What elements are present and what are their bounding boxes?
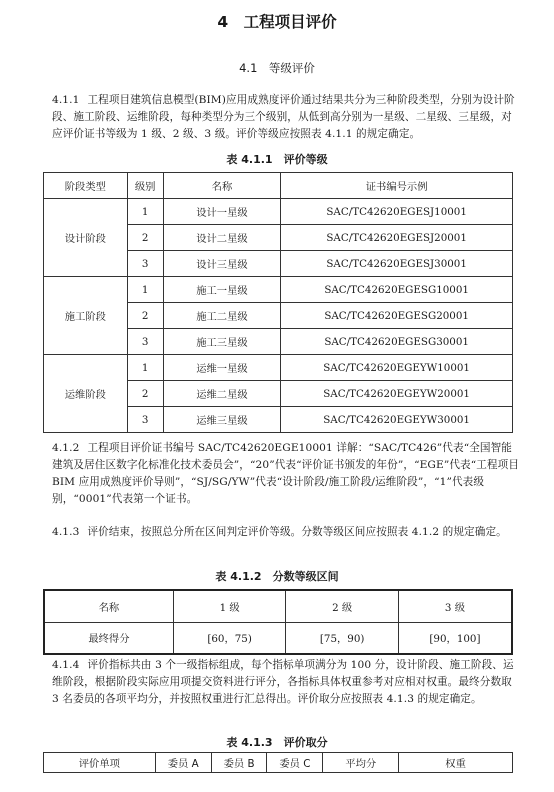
level-cell: 1	[127, 199, 163, 225]
chapter-title: 4 工程项目评价	[217, 13, 337, 31]
header-cell: 评价单项	[44, 753, 156, 773]
table-4-1-3	[43, 752, 513, 773]
header-cell: 名称	[163, 173, 281, 199]
level-cell: 1	[127, 277, 163, 303]
name-cell: 设计二星级	[163, 225, 281, 251]
table-header-row	[44, 753, 513, 773]
header-cell: 平均分	[323, 753, 399, 773]
paragraph-4-1-4	[52, 657, 522, 708]
header-cell: 证书编号示例	[281, 173, 513, 199]
code-cell: SAC/TC42620EGESJ20001	[281, 225, 513, 251]
table-header-row	[44, 590, 512, 622]
clause-number: 4.1.1	[52, 94, 80, 106]
level-cell: 2	[127, 381, 163, 407]
level-cell: 3	[127, 407, 163, 433]
clause-number: 4.1.2	[52, 442, 80, 454]
paragraph-4-1-1	[52, 92, 522, 143]
section-title: 4.1 等级评价	[239, 61, 315, 75]
header-cell: 委员 B	[211, 753, 267, 773]
table-row	[44, 355, 513, 381]
clause-text: 评价指标共由 3 个一级指标组成，每个指标单项满分为 100 分，设计阶段、施工阶段、运维阶段，根据阶段实际应用项提交资料进行评分，各指标具体权重参考对应相对权重。最终分数取 3 名委员的各项平均分，并按照权重进行汇总得出。评价取分应按照表 4.1.3 的规定确定。	[52, 659, 514, 705]
table-4-1-1-caption: 表 4.1.1 评价等级	[226, 153, 328, 166]
table-row	[44, 622, 512, 654]
stage-cell: 施工阶段	[44, 277, 128, 355]
table-4-1-2	[43, 589, 513, 655]
table-header-row	[44, 173, 513, 199]
header-cell: 阶段类型	[44, 173, 128, 199]
header-cell: 委员 A	[155, 753, 211, 773]
range-cell: [60，75)	[173, 622, 286, 654]
level-cell: 2	[127, 225, 163, 251]
header-cell: 名称	[44, 590, 173, 622]
stage-cell: 设计阶段	[44, 199, 128, 277]
name-cell: 设计三星级	[163, 251, 281, 277]
clause-number: 4.1.3	[52, 526, 80, 538]
level-cell: 3	[127, 329, 163, 355]
table-4-1-3-caption: 表 4.1.3 评价取分	[226, 736, 328, 749]
name-cell: 运维三星级	[163, 407, 281, 433]
name-cell: 施工三星级	[163, 329, 281, 355]
table-row	[44, 277, 513, 303]
clause-text: 工程项目建筑信息模型(BIM)应用成熟度评价通过结果共分为三种阶段类型，分别为设计阶段、施工阶段、运维阶段，每种类型分为三个级别，从低到高分别为一星级、二星级、三星级，对应评价证书等级为 1 级、2 级、3 级。评价等级应按照表 4.1.1 的规定确定。	[52, 94, 515, 140]
level-cell: 3	[127, 251, 163, 277]
code-cell: SAC/TC42620EGEYW30001	[281, 407, 513, 433]
code-cell: SAC/TC42620EGESG20001	[281, 303, 513, 329]
name-cell: 设计一星级	[163, 199, 281, 225]
clause-text: 评价结束，按照总分所在区间判定评价等级。分数等级区间应按照表 4.1.2 的规定确定。	[87, 526, 507, 538]
header-cell: 3 级	[398, 590, 512, 622]
code-cell: SAC/TC42620EGESJ10001	[281, 199, 513, 225]
header-cell: 委员 C	[267, 753, 323, 773]
clause-text: 工程项目评价证书编号 SAC/TC42620EGE10001 详解：“SAC/TC426”代表“全国智能建筑及居住区数字化标准化技术委员会”，“20”代表“评价证书颁发的年份”，“EGE”代表“工程项目 BIM 应用成熟度评价导则”，“SJ/SG/YW”代表“设计阶段/施工阶段/运维阶段”，“1”代表级别，“0001”代表第一个证书。	[52, 442, 520, 505]
code-cell: SAC/TC42620EGESJ30001	[281, 251, 513, 277]
range-cell: [90，100]	[398, 622, 512, 654]
code-cell: SAC/TC42620EGEYW20001	[281, 381, 513, 407]
level-cell: 2	[127, 303, 163, 329]
stage-cell: 运维阶段	[44, 355, 128, 433]
header-cell: 级别	[127, 173, 163, 199]
table-row	[44, 199, 513, 225]
name-cell: 施工一星级	[163, 277, 281, 303]
range-cell: [75，90)	[286, 622, 399, 654]
name-cell: 运维二星级	[163, 381, 281, 407]
row-label-cell: 最终得分	[44, 622, 173, 654]
table-4-1-1	[43, 172, 513, 433]
table-4-1-2-caption: 表 4.1.2 分数等级区间	[215, 570, 339, 583]
paragraph-4-1-2	[52, 440, 522, 508]
level-cell: 1	[127, 355, 163, 381]
header-cell: 权重	[399, 753, 513, 773]
name-cell: 运维一星级	[163, 355, 281, 381]
header-cell: 2 级	[286, 590, 399, 622]
header-cell: 1 级	[173, 590, 286, 622]
code-cell: SAC/TC42620EGESG30001	[281, 329, 513, 355]
code-cell: SAC/TC42620EGEYW10001	[281, 355, 513, 381]
clause-number: 4.1.4	[52, 659, 80, 671]
name-cell: 施工二星级	[163, 303, 281, 329]
paragraph-4-1-3	[52, 524, 522, 541]
code-cell: SAC/TC42620EGESG10001	[281, 277, 513, 303]
